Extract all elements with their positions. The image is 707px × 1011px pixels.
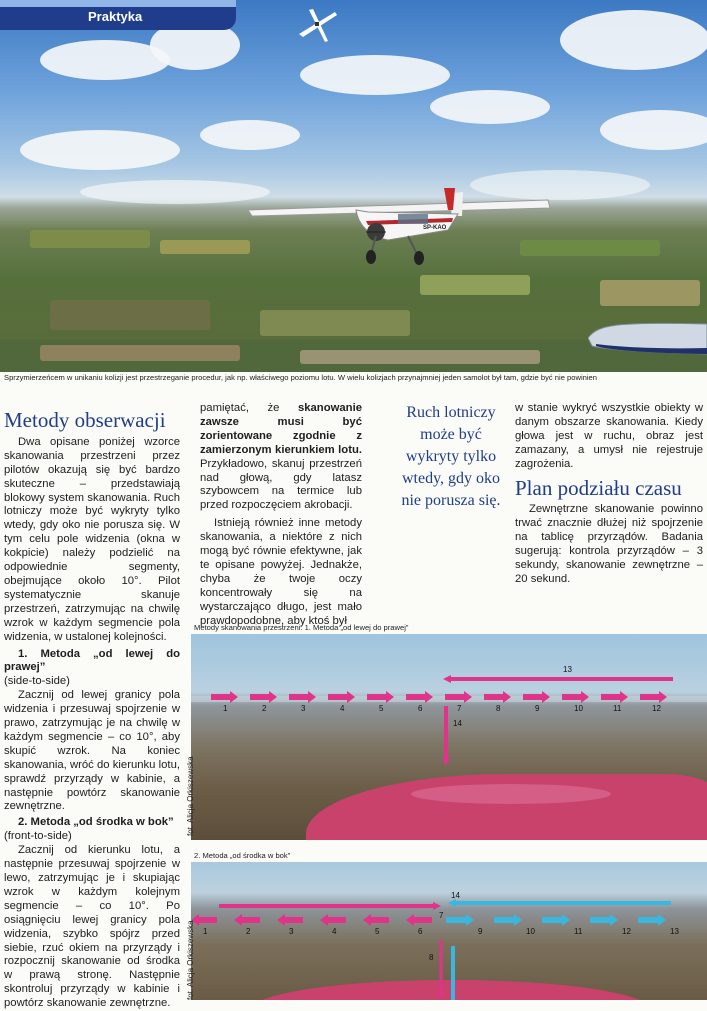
method-2-text: Zacznij od kierunku lotu, a następnie przesuwaj spojrzenie w lewo, zatrzymując je i skupiając wzrok w każdym kolejnym segmencie – co 10°. Po osiągnięciu lewej granicy pola widzenia, szybko spójrz przed siebie, rzuć okiem na przyrządy i rozpocznij skanowanie od środka w prawą stronę. Następnie skontroluj przyrządy w kabinie i powtórz skanowanie zewnętrzne.: [4, 844, 180, 1010]
paragraph: Dwa opisane poniżej wzorce skanowania przestrzeni przez pilotów okazują się być bardzo skuteczne – przedstawiają blokowy system skanowania. Ruch lotniczy może być wykryty tylko wtedy, gdy oko nie porusza się. W tym celu pole widzenia (okna w kokpicie) należy podzielić na odpowiednie segmenty, obejmujące około 10°. Pilot systematycznie skanuje przestrzeń, zatrzymując na chwilę wzrok w każdym segmencie pola widzenia, w ustalonej kolejności.: [4, 435, 180, 643]
diagram-2-photo: [191, 862, 707, 1000]
scan-arrow: [406, 691, 433, 703]
return-arrow: [443, 675, 673, 683]
hero-photo: [0, 0, 707, 372]
emphasis: skanowanie zawsze musi być zorientowane zgodnie z zamierzonym kierunkiem lotu.: [200, 402, 362, 456]
segment-label: 10: [526, 927, 535, 936]
scan-right-arrow: [590, 914, 618, 926]
diagram-1-photo: [191, 634, 707, 840]
photo-credit: fot. Alicja Orkiszewska: [186, 756, 195, 836]
segment-label: 13: [670, 927, 679, 936]
column-1: [4, 408, 180, 1011]
segment-label: 9: [535, 704, 540, 713]
photo-credit: fot. Alicja Orkiszewska: [186, 920, 195, 1000]
text-fragment: Przykładowo, skanuj przestrzeń nad głową, gdy latasz szybowcem na termice lub przed rozpoczęciem akrobacji.: [200, 457, 362, 512]
section-label: Praktyka: [88, 9, 143, 24]
scan-left-arrow: [234, 914, 260, 926]
scan-right-arrow: [446, 914, 474, 926]
scan-arrow: [445, 691, 472, 703]
return-label: 13: [563, 665, 572, 674]
segment-label: 11: [613, 704, 622, 713]
distant-airplane: [295, 4, 339, 44]
scan-arrow: [484, 691, 511, 703]
segment-label: 7: [457, 704, 462, 713]
segment-label: 4: [332, 927, 337, 936]
diagram-2-arrows: [191, 862, 707, 1000]
scan-right-arrow: [494, 914, 522, 926]
down-arrow: [442, 706, 450, 766]
segment-label: 5: [379, 704, 384, 713]
diagram-2-caption: 2. Metoda „od środka w bok”: [194, 851, 291, 860]
top-label: 14: [451, 891, 460, 900]
pull-quote: Ruch lotniczy może być wykryty tylko wtedy, gdy oko nie porusza się.: [401, 404, 501, 509]
segment-label: 8: [496, 704, 501, 713]
scan-left-arrow: [277, 914, 303, 926]
scan-arrow: [211, 691, 238, 703]
scan-arrow: [328, 691, 355, 703]
segment-label: 3: [289, 927, 294, 936]
segment-label: 1: [203, 927, 208, 936]
segment-label: 6: [418, 704, 423, 713]
scan-arrow: [250, 691, 277, 703]
segment-label: 9: [478, 927, 483, 936]
scan-left-arrow: [406, 914, 432, 926]
segment-label: 12: [622, 927, 631, 936]
column-4: [515, 402, 703, 587]
segment-label: 10: [574, 704, 583, 713]
scan-arrow: [367, 691, 394, 703]
paragraph: Zewnętrzne skanowanie powinno trwać znacznie dłużej niż spojrzenie na tablicę przyrządów. Badania sugerują: kontrola przyrządów – 3 sekundy, skanowanie zewnętrzne – 20 sekund.: [515, 503, 703, 585]
segment-label: 5: [375, 927, 380, 936]
cessna-airplane: [248, 188, 558, 268]
diagram-1-caption: Metody skanowania przestrzeni: 1. Metoda „od lewej do prawej”: [194, 623, 409, 632]
method-2-subtitle: (front-to-side): [4, 830, 72, 843]
segment-label: 6: [418, 927, 423, 936]
method-1-subtitle: (side-to-side): [4, 675, 70, 688]
segment-label: 4: [340, 704, 345, 713]
scan-right-arrow: [542, 914, 570, 926]
scan-left-arrow: [320, 914, 346, 926]
scan-arrow: [601, 691, 628, 703]
method-2-title: 2. Metoda „od środka w bok”: [18, 816, 174, 829]
down-label: 14: [453, 719, 462, 728]
column-2: [200, 402, 362, 629]
scan-arrow: [562, 691, 589, 703]
heading-metody-obserwacji: Metody obserwacji: [4, 408, 166, 432]
segment-label: 11: [574, 927, 583, 936]
wingtip: [588, 318, 707, 358]
heading-plan-podzialu-czasu: Plan podziału czasu: [515, 475, 682, 500]
scan-arrow: [640, 691, 667, 703]
hero-caption: Sprzymierzeńcem w unikaniu kolizji jest przestrzeganie procedur, jak np. właściwego poziomu lotu. W wielu kolizjach przynajmniej jeden samolot był tam, gdzie być nie powinien: [4, 373, 598, 382]
paragraph: w stanie wykryć wszystkie obiekty w danym obszarze skanowania. Kiedy głowa jest w ruchu, obraz jest zamazany, a umysł nie rejestruje zagrożenia.: [515, 402, 703, 470]
method-1-text: Zacznij od lewej granicy pola widzenia i przesuwaj spojrzenie w prawo, zatrzymując je na chwilę w każdym segmencie – co 10°, aby skupić wzrok. Na koniec skanowania, wróć do kierunku lotu, sprawdź przyrządy w kabinie, a następnie powtórz skanowanie zewnętrzne.: [4, 689, 180, 813]
scan-left-arrow: [363, 914, 389, 926]
down-label: 8: [429, 953, 434, 962]
scan-arrow: [523, 691, 550, 703]
aircraft-registration: SP-KAO: [423, 225, 447, 231]
segment-label: 3: [301, 704, 306, 713]
method-1-title: 1. Metoda „od lewej do prawej”: [4, 647, 180, 674]
segment-label: 2: [262, 704, 267, 713]
segment-label: 12: [652, 704, 661, 713]
mid-label: 7: [439, 911, 444, 920]
section-banner: [0, 0, 236, 30]
diagram-1-arrows: [191, 634, 707, 840]
scan-arrow: [289, 691, 316, 703]
segment-label: 1: [223, 704, 228, 713]
scan-right-arrow: [638, 914, 666, 926]
center-arrow: [219, 902, 441, 910]
paragraph: Istnieją również inne metody skanowania, a niektóre z nich mogą być równie efektywne, jak te opisane powyżej. Jednakże, chyba że twoje oczy koncentrowały się na wystarczająco długo, jest mało prawdopodobne, aby ktoś był: [200, 517, 362, 627]
up-arrow: [451, 946, 455, 1000]
text-fragment: pamiętać, że: [200, 402, 280, 414]
down-arrow: [438, 940, 444, 1000]
segment-label: 2: [246, 927, 251, 936]
return-arrow: [448, 899, 671, 907]
